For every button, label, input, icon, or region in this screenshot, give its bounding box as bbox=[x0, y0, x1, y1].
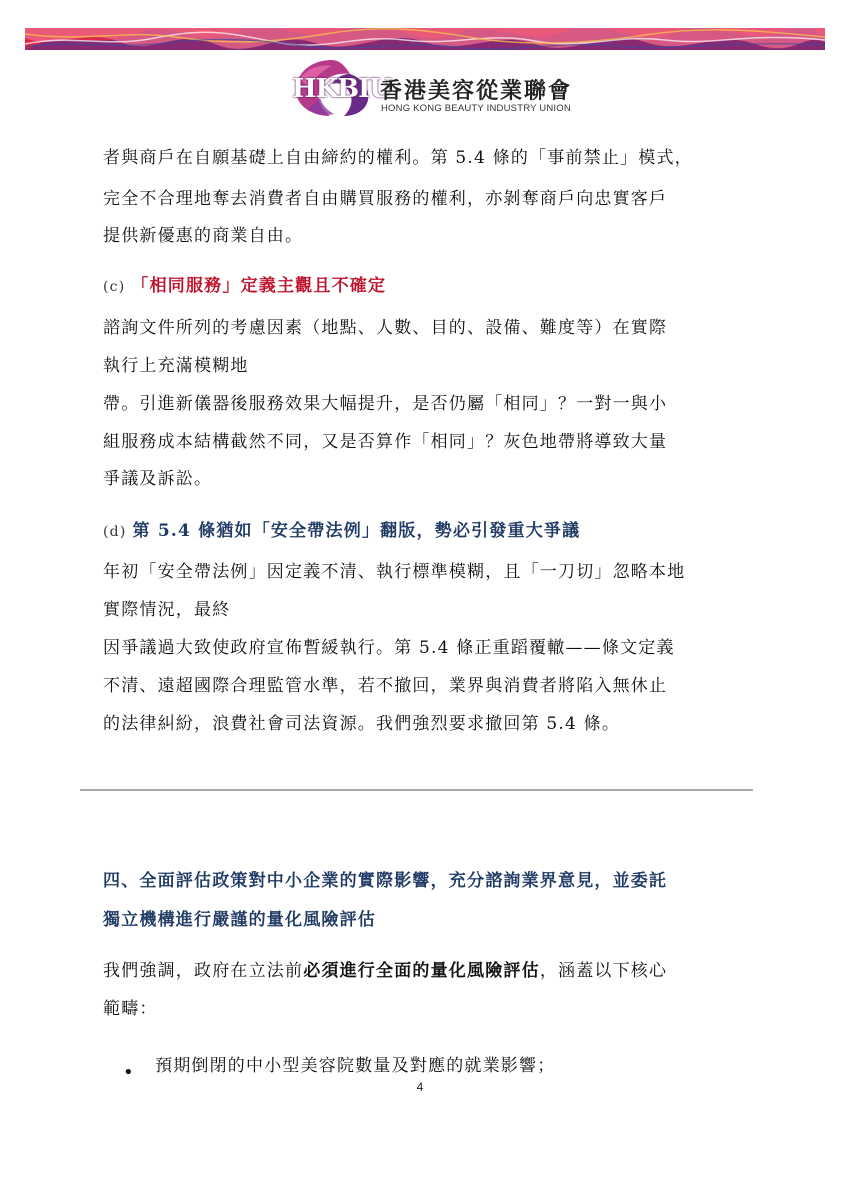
section-title-line: 獨立機構進行嚴謹的量化風險評估 bbox=[103, 910, 376, 930]
logo-english-name: HONG KONG BEAUTY INDUSTRY UNION bbox=[381, 103, 571, 114]
body-line: 帶。引進新儀器後服務效果大幅提升，是否仍屬「相同」？一對一與小 bbox=[103, 394, 668, 414]
body-line: 範疇： bbox=[103, 999, 158, 1019]
body-line: 的法律糾紛，浪費社會司法資源。我們強烈要求撤回第 5.4 條。 bbox=[103, 714, 621, 734]
union-logo bbox=[290, 58, 590, 118]
subsection-title: 第 5.4 條猶如「安全帶法例」翻版，勢必引發重大爭議 bbox=[132, 521, 581, 541]
section-intro bbox=[103, 961, 743, 981]
bullet-item: 預期倒閉的中小型美容院數量及對應的就業影響； bbox=[155, 1056, 556, 1076]
body-line: 提供新優惠的商業自由。 bbox=[103, 226, 304, 246]
page-number: 4 bbox=[416, 1080, 424, 1094]
section-divider bbox=[80, 789, 753, 791]
intro-text: ，涵蓋以下核心 bbox=[539, 961, 668, 981]
subsection-heading-c bbox=[103, 276, 743, 297]
body-line: 因爭議過大致使政府宣佈暫緩執行。第 5.4 條正重蹈覆轍——條文定義 bbox=[103, 638, 675, 658]
subsection-marker: (c) bbox=[103, 279, 126, 295]
body-line: 組服務成本結構截然不同，又是否算作「相同」？灰色地帶將導致大量 bbox=[103, 432, 668, 452]
header-banner bbox=[25, 28, 825, 50]
intro-text: 我們強調，政府在立法前 bbox=[103, 961, 304, 981]
body-line: 諮詢文件所列的考慮因素（地點、人數、目的、設備、難度等）在實際 bbox=[103, 318, 668, 338]
subsection-title: 「相同服務」定義主觀且不確定 bbox=[131, 276, 387, 296]
subsection-marker: (d) bbox=[103, 524, 127, 540]
subsection-heading-d bbox=[103, 521, 743, 542]
body-line: 完全不合理地奪去消費者自由購買服務的權利，亦剝奪商戶向忠實客戶 bbox=[103, 189, 668, 209]
body-line: 不清、遠超國際合理監管水準，若不撤回，業界與消費者將陷入無休止 bbox=[103, 676, 668, 696]
body-line: 實際情況，最終 bbox=[103, 600, 231, 620]
bullet-icon: • bbox=[123, 1062, 134, 1083]
body-line: 爭議及訴訟。 bbox=[103, 469, 213, 489]
body-line: 者與商戶在自願基礎上自由締約的權利。第 5.4 條的「事前禁止」模式， bbox=[103, 148, 693, 168]
logo-abbreviation: HKBIU bbox=[292, 74, 391, 104]
body-line: 執行上充滿模糊地 bbox=[103, 356, 249, 376]
logo-chinese-name: 香港美容從業聯會 bbox=[380, 79, 573, 104]
section-title-line: 四、全面評估政策對中小企業的實際影響，充分諮詢業界意見，並委託 bbox=[103, 871, 668, 891]
body-line: 年初「安全帶法例」因定義不清、執行標準模糊，且「一刀切」忽略本地 bbox=[103, 562, 686, 582]
intro-emphasis: 必須進行全面的量化風險評估 bbox=[303, 961, 540, 981]
